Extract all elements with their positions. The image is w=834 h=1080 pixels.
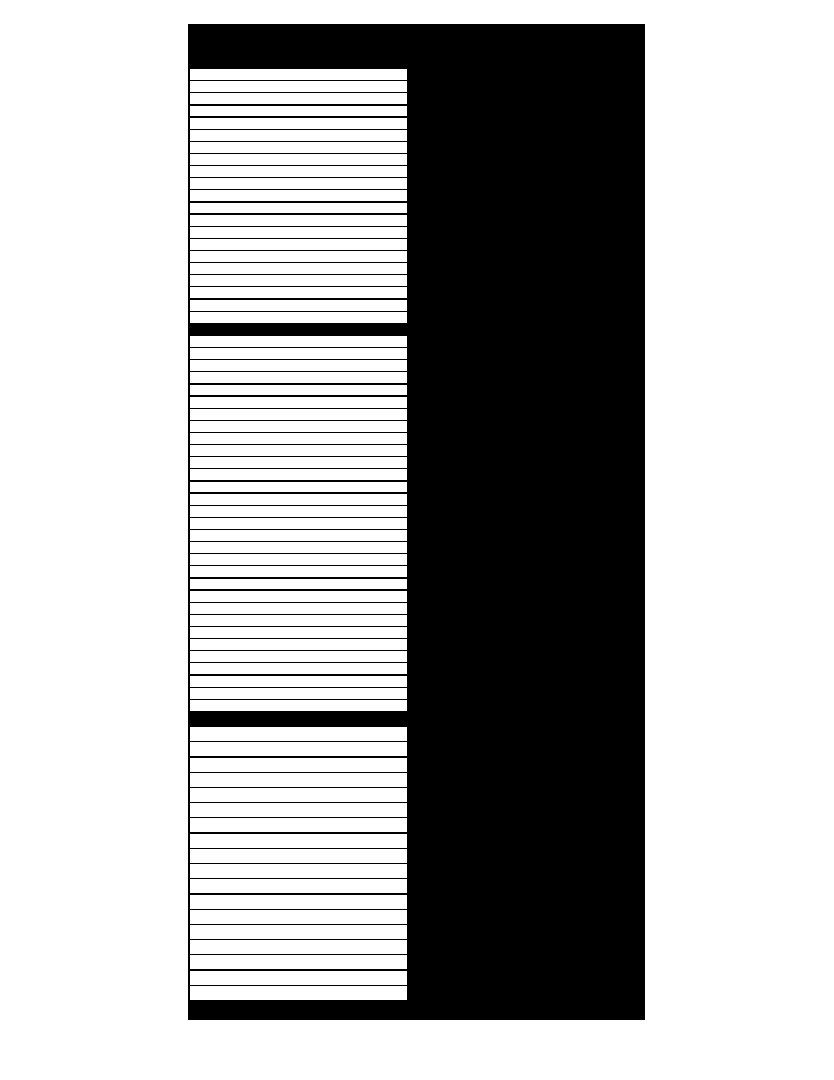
schedule-row bbox=[190, 360, 407, 371]
event-session bbox=[356, 93, 402, 104]
event-session bbox=[356, 227, 402, 238]
schedule-row bbox=[190, 566, 407, 577]
event-session bbox=[356, 469, 402, 480]
schedule-row bbox=[190, 81, 407, 92]
event-class bbox=[244, 895, 356, 909]
schedule-row bbox=[190, 433, 407, 444]
event-session bbox=[356, 864, 402, 878]
event-session bbox=[356, 803, 402, 817]
event-class bbox=[244, 506, 356, 517]
schedule-row bbox=[190, 591, 407, 602]
day-section-label bbox=[190, 324, 407, 335]
schedule-row bbox=[190, 482, 407, 493]
event-class bbox=[244, 190, 356, 201]
schedule-footer bbox=[188, 1003, 645, 1019]
event-class bbox=[244, 700, 356, 711]
schedule-row bbox=[190, 910, 407, 924]
day-section-header bbox=[190, 324, 407, 335]
schedule-row bbox=[190, 239, 407, 250]
event-session bbox=[356, 627, 402, 638]
right-schedule-column bbox=[425, 56, 643, 1002]
schedule-sheet bbox=[188, 24, 645, 1020]
event-session bbox=[356, 971, 402, 985]
event-class bbox=[244, 910, 356, 924]
schedule-row bbox=[190, 506, 407, 517]
schedule-row bbox=[190, 895, 407, 909]
event-session bbox=[356, 385, 402, 396]
schedule-row bbox=[190, 263, 407, 274]
event-class bbox=[244, 758, 356, 772]
schedule-row bbox=[190, 300, 407, 311]
schedule-row bbox=[190, 118, 407, 129]
schedule-row bbox=[190, 834, 407, 848]
day-section-header bbox=[190, 57, 407, 68]
left-schedule-column bbox=[190, 56, 407, 1002]
event-session bbox=[356, 130, 402, 141]
event-class bbox=[244, 554, 356, 565]
schedule-row bbox=[190, 627, 407, 638]
schedule-row bbox=[190, 542, 407, 553]
event-session bbox=[356, 579, 402, 590]
schedule-row bbox=[190, 849, 407, 863]
event-session bbox=[356, 700, 402, 711]
event-session bbox=[356, 372, 402, 383]
event-session bbox=[356, 688, 402, 699]
event-class bbox=[244, 433, 356, 444]
schedule-row bbox=[190, 275, 407, 286]
event-class bbox=[244, 203, 356, 214]
event-class bbox=[244, 215, 356, 226]
schedule-row bbox=[190, 615, 407, 626]
event-session bbox=[356, 287, 402, 298]
event-class bbox=[244, 130, 356, 141]
event-session bbox=[356, 433, 402, 444]
schedule-row bbox=[190, 142, 407, 153]
event-class bbox=[244, 154, 356, 165]
event-session bbox=[356, 203, 402, 214]
schedule-row bbox=[190, 385, 407, 396]
schedule-row bbox=[190, 864, 407, 878]
event-class bbox=[244, 397, 356, 408]
event-session bbox=[356, 727, 402, 741]
event-session bbox=[356, 530, 402, 541]
event-class bbox=[244, 336, 356, 347]
event-session bbox=[356, 482, 402, 493]
event-session bbox=[356, 615, 402, 626]
event-session bbox=[356, 409, 402, 420]
schedule-row bbox=[190, 651, 407, 662]
schedule-row bbox=[190, 663, 407, 674]
event-session bbox=[356, 348, 402, 359]
event-session bbox=[356, 106, 402, 117]
event-session bbox=[356, 457, 402, 468]
event-session bbox=[356, 178, 402, 189]
schedule-row bbox=[190, 727, 407, 741]
event-session bbox=[356, 603, 402, 614]
event-class bbox=[244, 971, 356, 985]
event-class bbox=[244, 879, 356, 893]
event-session bbox=[356, 506, 402, 517]
event-class bbox=[244, 676, 356, 687]
event-class bbox=[244, 579, 356, 590]
event-class bbox=[244, 251, 356, 262]
event-session bbox=[356, 554, 402, 565]
schedule-row bbox=[190, 579, 407, 590]
event-class bbox=[244, 300, 356, 311]
event-class bbox=[244, 530, 356, 541]
event-class bbox=[244, 239, 356, 250]
schedule-row bbox=[190, 251, 407, 262]
event-class bbox=[244, 166, 356, 177]
event-class bbox=[244, 494, 356, 505]
event-class bbox=[244, 385, 356, 396]
event-class bbox=[244, 263, 356, 274]
schedule-row bbox=[190, 421, 407, 432]
event-class bbox=[244, 615, 356, 626]
event-session bbox=[356, 986, 402, 1000]
event-session bbox=[356, 676, 402, 687]
event-class bbox=[244, 603, 356, 614]
schedule-row bbox=[190, 190, 407, 201]
event-session bbox=[356, 834, 402, 848]
event-session bbox=[356, 955, 402, 969]
event-session bbox=[356, 263, 402, 274]
schedule-row bbox=[190, 397, 407, 408]
event-class bbox=[244, 788, 356, 802]
event-class bbox=[244, 178, 356, 189]
schedule-row bbox=[190, 879, 407, 893]
schedule-row bbox=[190, 803, 407, 817]
schedule-row bbox=[190, 178, 407, 189]
event-session bbox=[356, 925, 402, 939]
event-class bbox=[244, 742, 356, 756]
event-session bbox=[356, 591, 402, 602]
schedule-row bbox=[190, 409, 407, 420]
schedule-row bbox=[190, 676, 407, 687]
schedule-row bbox=[190, 818, 407, 832]
event-session bbox=[356, 445, 402, 456]
event-session bbox=[356, 910, 402, 924]
day-section-header bbox=[190, 712, 407, 726]
schedule-row bbox=[190, 940, 407, 954]
event-session bbox=[356, 118, 402, 129]
schedule-row bbox=[190, 955, 407, 969]
event-session bbox=[356, 566, 402, 577]
event-session bbox=[356, 518, 402, 529]
event-session bbox=[356, 312, 402, 323]
event-session bbox=[356, 69, 402, 80]
event-session bbox=[356, 788, 402, 802]
event-class bbox=[244, 940, 356, 954]
schedule-row bbox=[190, 773, 407, 787]
event-class bbox=[244, 227, 356, 238]
event-session bbox=[356, 215, 402, 226]
event-class bbox=[244, 925, 356, 939]
event-class bbox=[244, 445, 356, 456]
event-class bbox=[244, 773, 356, 787]
event-session bbox=[356, 154, 402, 165]
event-session bbox=[356, 239, 402, 250]
event-class bbox=[244, 360, 356, 371]
schedule-row bbox=[190, 69, 407, 80]
event-class bbox=[244, 627, 356, 638]
event-class bbox=[244, 639, 356, 650]
schedule-row bbox=[190, 154, 407, 165]
schedule-row bbox=[190, 530, 407, 541]
schedule-row bbox=[190, 554, 407, 565]
event-session bbox=[356, 421, 402, 432]
event-session bbox=[356, 275, 402, 286]
event-class bbox=[244, 518, 356, 529]
event-session bbox=[356, 879, 402, 893]
event-class bbox=[244, 955, 356, 969]
event-session bbox=[356, 300, 402, 311]
event-session bbox=[356, 166, 402, 177]
event-session bbox=[356, 818, 402, 832]
event-class bbox=[244, 421, 356, 432]
event-class bbox=[244, 864, 356, 878]
event-class bbox=[244, 727, 356, 741]
schedule-row bbox=[190, 925, 407, 939]
schedule-row bbox=[190, 203, 407, 214]
event-session bbox=[356, 849, 402, 863]
event-session bbox=[356, 542, 402, 553]
event-class bbox=[244, 106, 356, 117]
event-session bbox=[356, 81, 402, 92]
event-class bbox=[244, 482, 356, 493]
event-session bbox=[356, 895, 402, 909]
event-class bbox=[244, 409, 356, 420]
schedule-row bbox=[190, 494, 407, 505]
schedule-row bbox=[190, 227, 407, 238]
schedule-row bbox=[190, 469, 407, 480]
schedule-row bbox=[190, 700, 407, 711]
day-section-label bbox=[190, 57, 407, 68]
event-session bbox=[356, 360, 402, 371]
event-class bbox=[244, 469, 356, 480]
event-session bbox=[356, 142, 402, 153]
event-session bbox=[356, 773, 402, 787]
schedule-row bbox=[190, 639, 407, 650]
event-session bbox=[356, 940, 402, 954]
event-class bbox=[244, 651, 356, 662]
schedule-row bbox=[190, 986, 407, 1000]
schedule-row bbox=[190, 688, 407, 699]
event-class bbox=[244, 312, 356, 323]
schedule-row bbox=[190, 312, 407, 323]
schedule-row bbox=[190, 336, 407, 347]
schedule-row bbox=[190, 603, 407, 614]
event-class bbox=[244, 566, 356, 577]
schedule-row bbox=[190, 372, 407, 383]
event-class bbox=[244, 348, 356, 359]
event-class bbox=[244, 142, 356, 153]
event-class bbox=[244, 287, 356, 298]
schedule-row bbox=[190, 166, 407, 177]
event-class bbox=[244, 818, 356, 832]
schedule-row bbox=[190, 93, 407, 104]
event-class bbox=[244, 81, 356, 92]
event-class bbox=[244, 803, 356, 817]
event-class bbox=[244, 118, 356, 129]
event-session bbox=[356, 758, 402, 772]
schedule-row bbox=[190, 788, 407, 802]
schedule-row bbox=[190, 445, 407, 456]
schedule-row bbox=[190, 457, 407, 468]
event-session bbox=[356, 663, 402, 674]
event-session bbox=[356, 742, 402, 756]
schedule-row bbox=[190, 348, 407, 359]
event-session bbox=[356, 251, 402, 262]
schedule-row bbox=[190, 287, 407, 298]
event-class bbox=[244, 372, 356, 383]
event-session bbox=[356, 190, 402, 201]
schedule-row bbox=[190, 758, 407, 772]
event-class bbox=[244, 591, 356, 602]
event-class bbox=[244, 688, 356, 699]
event-class bbox=[244, 457, 356, 468]
schedule-row bbox=[190, 106, 407, 117]
schedule-header bbox=[188, 24, 645, 56]
event-class bbox=[244, 986, 356, 1000]
event-class bbox=[244, 849, 356, 863]
event-session bbox=[356, 639, 402, 650]
day-section-label bbox=[190, 712, 407, 726]
event-class bbox=[244, 275, 356, 286]
schedule-row bbox=[190, 971, 407, 985]
schedule-row bbox=[190, 215, 407, 226]
schedule-row bbox=[190, 742, 407, 756]
event-session bbox=[356, 651, 402, 662]
event-class bbox=[244, 93, 356, 104]
event-class bbox=[244, 69, 356, 80]
schedule-row bbox=[190, 518, 407, 529]
schedule-row bbox=[190, 130, 407, 141]
event-class bbox=[244, 834, 356, 848]
event-session bbox=[356, 336, 402, 347]
event-session bbox=[356, 397, 402, 408]
event-class bbox=[244, 542, 356, 553]
event-session bbox=[356, 494, 402, 505]
event-class bbox=[244, 663, 356, 674]
